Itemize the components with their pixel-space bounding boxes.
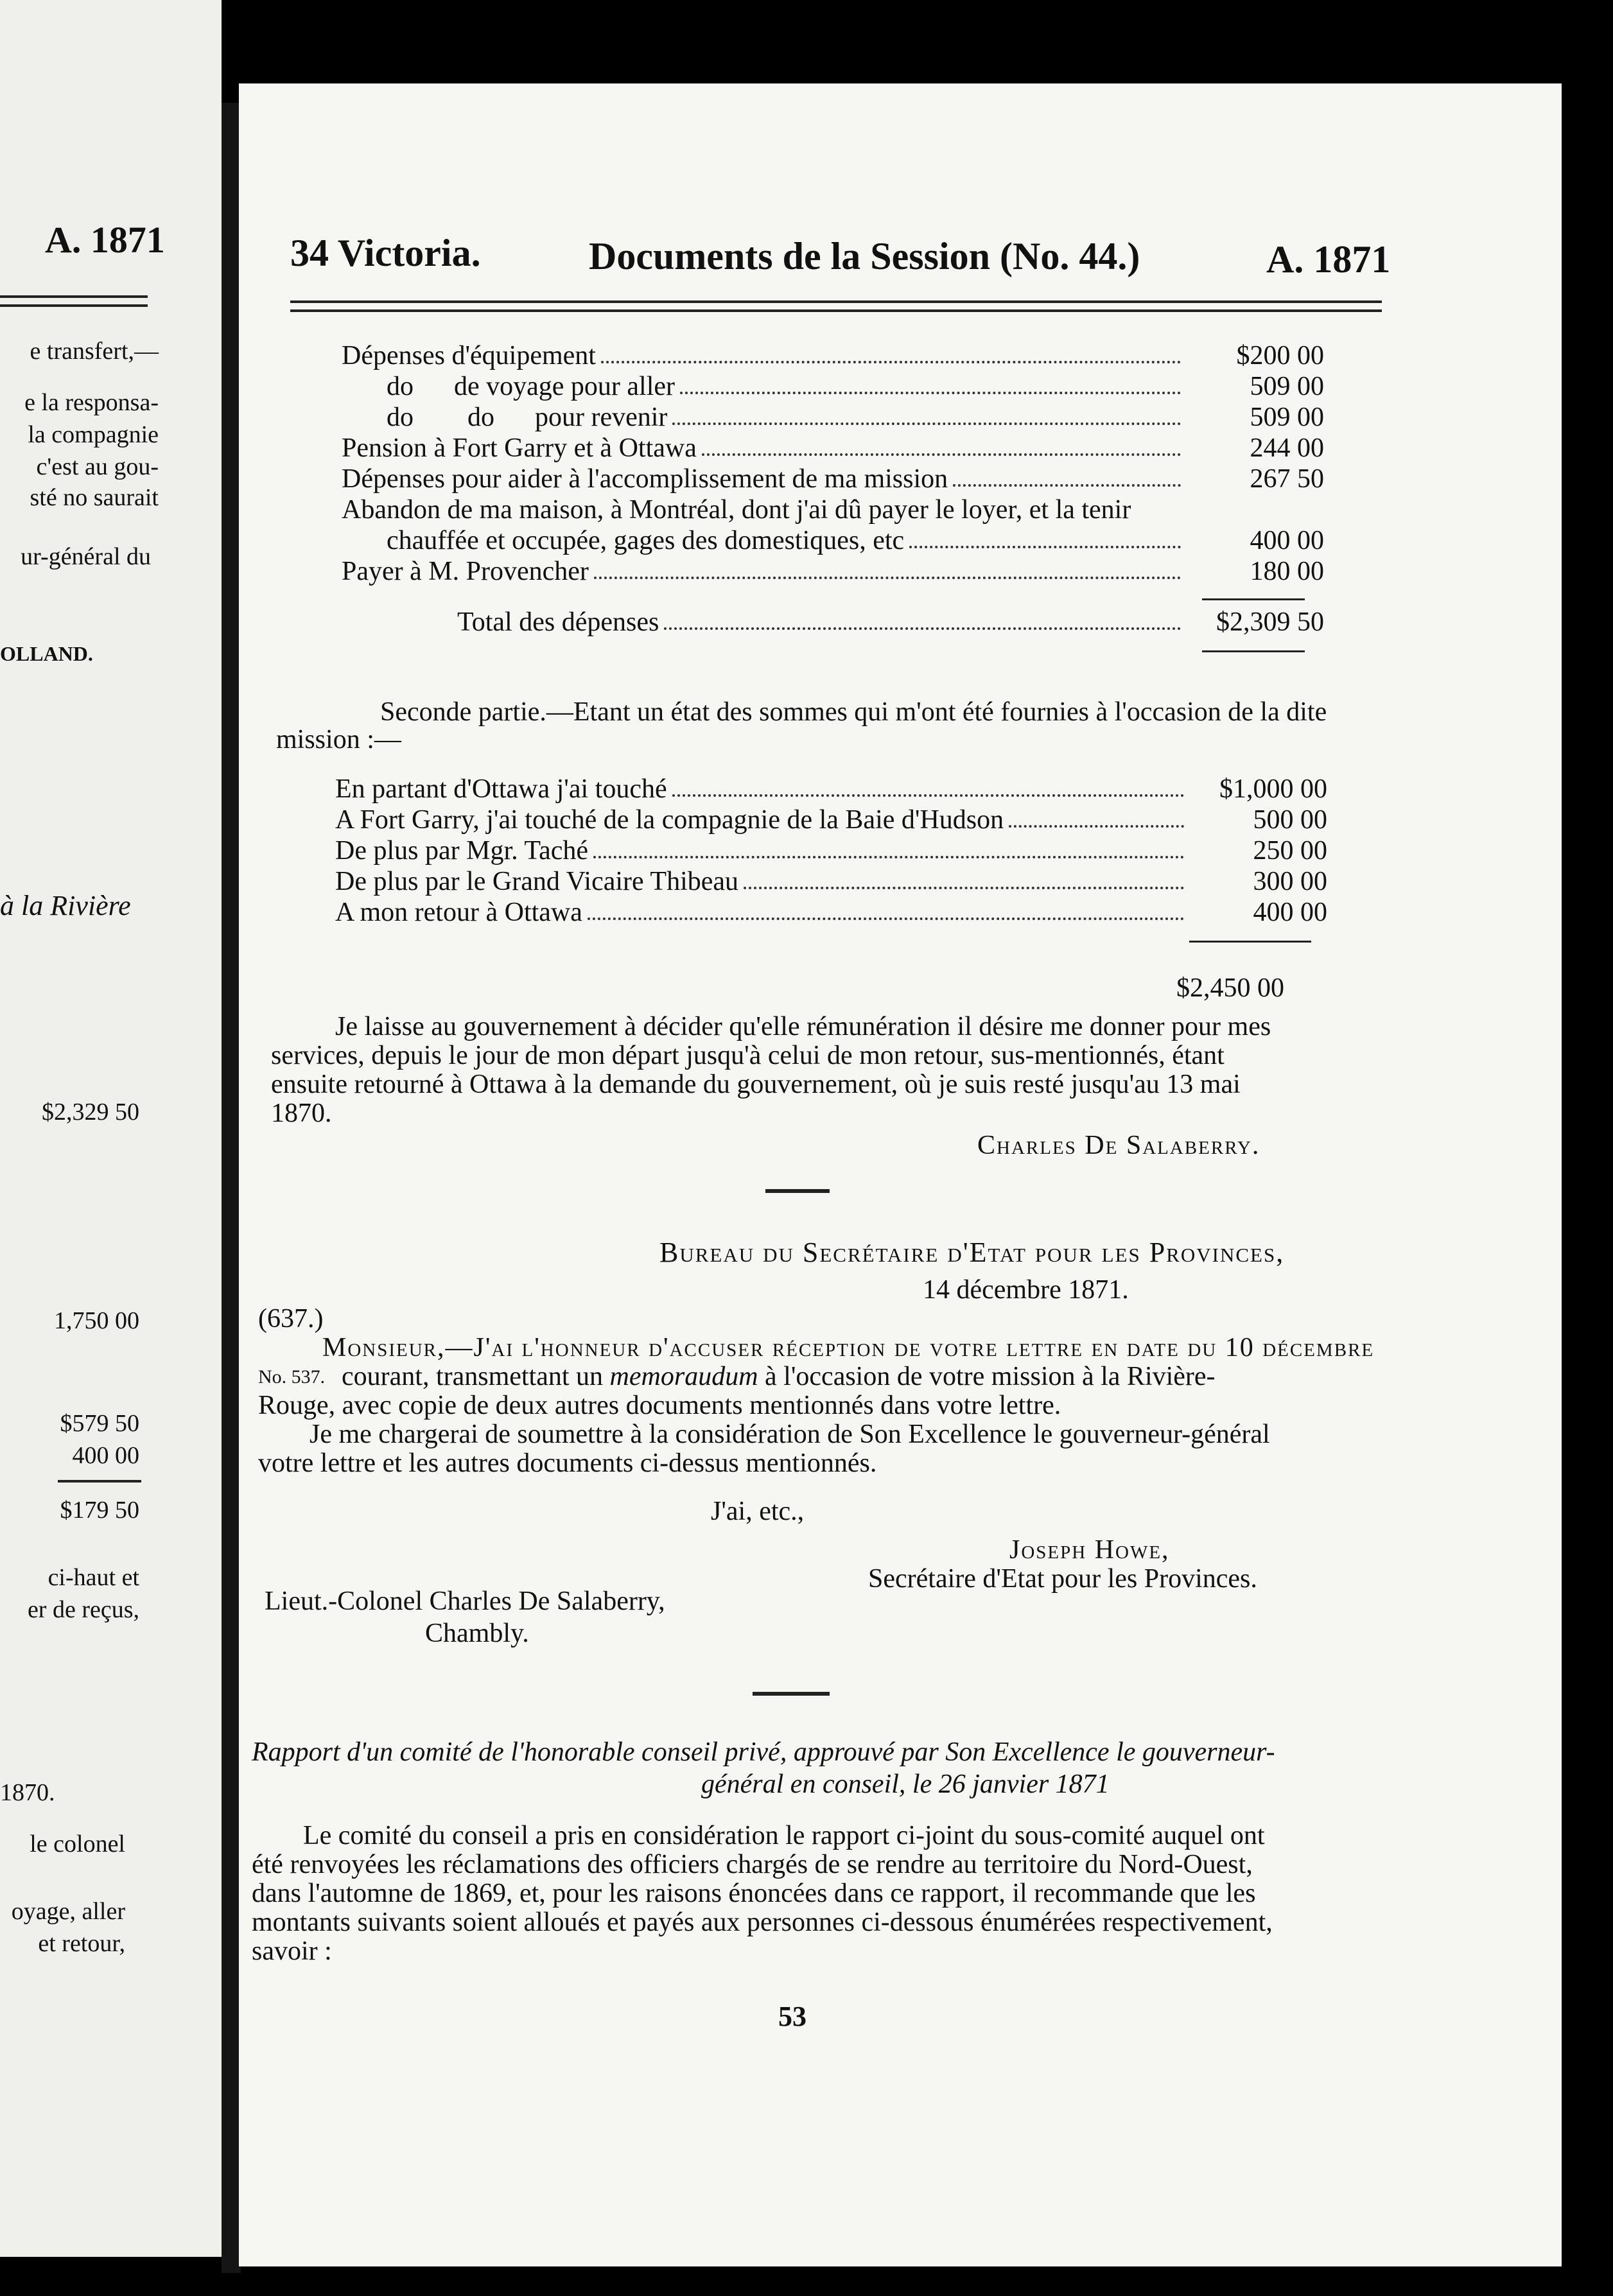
- left-header-rule-2: [0, 304, 148, 307]
- expense-row: do do pour revenir 509 00: [387, 403, 1324, 432]
- left-sum-rule: [58, 1480, 141, 1483]
- left-line: er de reçus,: [27, 1596, 139, 1623]
- report-line3: dans l'automne de 1869, et, pour les raisons énoncées dans ce rapport, il recommande que les: [252, 1879, 1256, 1908]
- left-line: $579 50: [60, 1410, 139, 1437]
- letter-signer-title: Secrétaire d'Etat pour les Provinces.: [868, 1564, 1257, 1594]
- header-year: A. 1871: [1266, 238, 1391, 281]
- letter-p2-line1: Je me chargerai de soumettre à la considération de Son Excellence le gouverneur-général: [310, 1420, 1270, 1449]
- left-line: sté no saurait: [30, 484, 159, 511]
- receipt-row: De plus par le Grand Vicaire Thibeau 300 00: [335, 867, 1327, 896]
- left-line: ur-général du: [21, 543, 151, 570]
- letter-p1-line2: courant, transmettant un memoraudum à l'occasion de votre mission à la Rivière-: [342, 1362, 1216, 1391]
- report-line2: été renvoyées les réclamations des officiers chargés de se rendre au territoire du Nord-Ouest,: [252, 1850, 1253, 1879]
- report-title-line1: Rapport d'un comité de l'honorable conseil privé, approuvé par Son Excellence le gouverneur-: [252, 1737, 1275, 1767]
- left-line: e transfert,—: [30, 338, 159, 365]
- left-page-header: A. 1871: [45, 219, 165, 261]
- left-line: oyage, aller: [11, 1898, 125, 1925]
- second-part-intro: Seconde partie.—Etant un état des sommes qui m'ont été fournies à l'occasion de la dite: [380, 697, 1327, 727]
- receipt-row: En partant d'Ottawa j'ai touché $1,000 00: [335, 774, 1327, 804]
- book-spine: [222, 103, 241, 2273]
- header-volume: 34 Victoria.: [290, 232, 481, 274]
- report-line1: Le comité du conseil a pris en considération le rapport ci-joint du sous-comité auquel ont: [303, 1821, 1265, 1850]
- margin-note: No. 537.: [258, 1366, 326, 1387]
- report-title-line2: général en conseil, le 26 janvier 1871: [701, 1770, 1110, 1799]
- section-divider: [765, 1189, 830, 1193]
- left-line: et retour,: [38, 1930, 125, 1957]
- second-part-intro-line2: mission :—: [276, 725, 401, 754]
- left-line: e la responsa-: [24, 389, 159, 416]
- expense-total-row: Total des dépenses $2,309 50: [457, 607, 1324, 637]
- receipt-total: $2,450 00: [1176, 973, 1284, 1003]
- left-line: à la Rivière: [0, 890, 131, 921]
- header-rule-2: [290, 309, 1382, 312]
- header-rule: [290, 300, 1382, 303]
- expense-row: Dépenses pour aider à l'accomplissement de ma mission 267 50: [342, 464, 1324, 494]
- left-line: c'est au gou-: [36, 453, 159, 480]
- left-line: la compagnie: [28, 421, 159, 448]
- section-divider: [753, 1692, 830, 1696]
- remuneration-line1: Je laisse au gouvernement à décider qu'elle rémunération il désire me donner pour mes: [335, 1012, 1271, 1041]
- header-title: Documents de la Session (No. 44.): [589, 235, 1140, 277]
- remuneration-line4: 1870.: [271, 1099, 332, 1128]
- letter-p2-line2: votre lettre et les autres documents ci-dessus mentionnés.: [258, 1448, 877, 1478]
- letter-office: Bureau du Secrétaire d'Etat pour les Provinces,: [659, 1237, 1285, 1268]
- expense-row: Dépenses d'équipement $200 00: [342, 341, 1324, 370]
- sum-rule: [1202, 598, 1305, 600]
- letter-reference: (637.): [258, 1304, 324, 1334]
- left-line: 1,750 00: [54, 1307, 139, 1334]
- receipt-row: A mon retour à Ottawa 400 00: [335, 898, 1327, 927]
- receipt-row: A Fort Garry, j'ai touché de la compagnie de la Baie d'Hudson 500 00: [335, 805, 1327, 835]
- remuneration-line3: ensuite retourné à Ottawa à la demande du gouvernement, où je suis resté jusqu'au 13 mai: [271, 1070, 1241, 1099]
- left-line: 400 00: [72, 1442, 139, 1469]
- letter-p1-line1: Monsieur,—J'ai l'honneur d'accuser réception de votre lettre en date du 10 décembre: [322, 1333, 1375, 1362]
- left-line: ci-haut et: [48, 1564, 139, 1591]
- left-line: le colonel: [30, 1831, 125, 1857]
- letter-closing: J'ai, etc.,: [711, 1497, 805, 1526]
- total-rule: [1202, 650, 1305, 652]
- letter-p1-line3: Rouge, avec copie de deux autres documents mentionnés dans votre lettre.: [258, 1391, 1061, 1420]
- left-facing-page: [0, 0, 222, 2257]
- expense-row: chauffée et occupée, gages des domestiques, etc 400 00: [387, 526, 1324, 555]
- letter-date: 14 décembre 1871.: [923, 1275, 1129, 1305]
- expense-row: Pension à Fort Garry et à Ottawa 244 00: [342, 433, 1324, 463]
- left-header-rule: [0, 295, 148, 298]
- addressee-line1: Lieut.-Colonel Charles De Salaberry,: [265, 1587, 665, 1616]
- addressee-line2: Chambly.: [425, 1619, 529, 1648]
- document-page: [239, 83, 1562, 2266]
- receipt-sum-rule: [1189, 941, 1311, 943]
- receipt-row: De plus par Mgr. Taché 250 00: [335, 836, 1327, 865]
- expense-row: do de voyage pour aller 509 00: [387, 372, 1324, 401]
- left-line: $2,329 50: [42, 1099, 139, 1126]
- report-line5: savoir :: [252, 1936, 332, 1966]
- expense-row: Payer à M. Provencher 180 00: [342, 557, 1324, 586]
- report-line4: montants suivants soient alloués et payés aux personnes ci-dessous énumérées respectivement,: [252, 1908, 1273, 1937]
- expense-abandon-line1: Abandon de ma maison, à Montréal, dont j'ai dû payer le loyer, et la tenir: [342, 495, 1131, 525]
- left-line: 1870.: [0, 1779, 55, 1806]
- page-number: 53: [778, 2001, 806, 2032]
- remuneration-line2: services, depuis le jour de mon départ jusqu'à celui de mon retour, sus-mentionnés, étant: [271, 1041, 1225, 1070]
- letter-signer: Joseph Howe,: [1009, 1535, 1170, 1565]
- left-line: OLLAND.: [0, 642, 93, 665]
- signature-salaberry: Charles De Salaberry.: [977, 1131, 1260, 1160]
- left-line: $179 50: [60, 1497, 139, 1524]
